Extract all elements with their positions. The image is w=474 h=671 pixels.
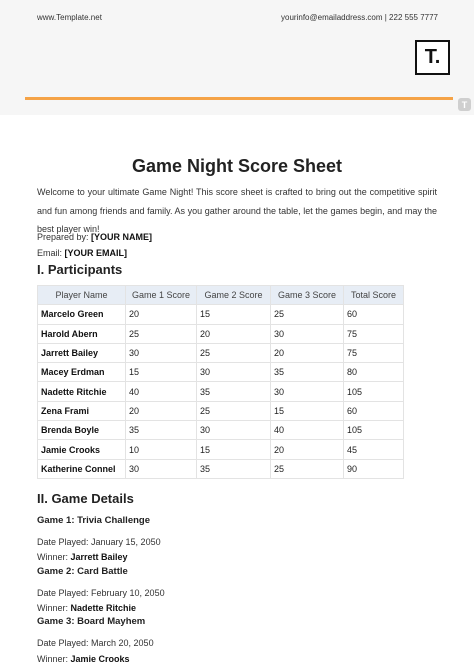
game-title: Game 1: Trivia Challenge [37, 515, 150, 526]
logo: T. [415, 40, 450, 75]
total-score-cell: 80 [344, 363, 404, 382]
game-details-heading: II. Game Details [37, 491, 134, 506]
game1-score-cell: 30 [126, 343, 197, 362]
player-name-cell: Marcelo Green [38, 305, 126, 324]
prepared-by-value: [YOUR NAME] [91, 232, 153, 242]
game1-score-cell: 10 [126, 440, 197, 459]
game1-score-cell: 30 [126, 459, 197, 478]
game2-score-cell: 20 [197, 324, 271, 343]
table-row [38, 363, 404, 382]
email-label: Email: [37, 248, 63, 258]
game3-score-cell: 35 [271, 363, 344, 382]
table-row [38, 343, 404, 362]
prepared-by-label: Prepared by: [37, 232, 89, 242]
table-row [38, 401, 404, 420]
game-title: Game 3: Board Mayhem [37, 616, 146, 627]
game-date: Date Played: March 20, 2050 [37, 638, 154, 648]
table-row [38, 421, 404, 440]
table-row [38, 382, 404, 401]
winner-name: Jarrett Bailey [70, 552, 128, 562]
game-winner [37, 654, 130, 664]
column-header: Total Score [344, 286, 404, 305]
game2-score-cell: 15 [197, 305, 271, 324]
player-name-cell: Jarrett Bailey [38, 343, 126, 362]
table-header-row [38, 286, 404, 305]
total-score-cell: 105 [344, 421, 404, 440]
game1-score-cell: 35 [126, 421, 197, 440]
game1-score-cell: 25 [126, 324, 197, 343]
page-header [0, 0, 474, 115]
participants-heading: I. Participants [37, 262, 123, 277]
game3-score-cell: 40 [271, 421, 344, 440]
winner-label: Winner: [37, 552, 69, 562]
game-date: Date Played: February 10, 2050 [37, 588, 165, 598]
game2-score-cell: 35 [197, 382, 271, 401]
player-name-cell: Harold Abern [38, 324, 126, 343]
game-winner [37, 603, 136, 613]
game2-score-cell: 25 [197, 401, 271, 420]
game-title: Game 2: Card Battle [37, 566, 128, 577]
game1-score-cell: 20 [126, 401, 197, 420]
player-name-cell: Nadette Ritchie [38, 382, 126, 401]
total-score-cell: 90 [344, 459, 404, 478]
game3-score-cell: 20 [271, 343, 344, 362]
website-text: www.Template.net [37, 13, 102, 22]
game-winner [37, 552, 128, 562]
total-score-cell: 45 [344, 440, 404, 459]
game2-score-cell: 30 [197, 421, 271, 440]
email-line [37, 248, 127, 258]
game1-score-cell: 20 [126, 305, 197, 324]
game2-score-cell: 25 [197, 343, 271, 362]
column-header: Game 2 Score [197, 286, 271, 305]
player-name-cell: Zena Frami [38, 401, 126, 420]
game1-score-cell: 40 [126, 382, 197, 401]
winner-label: Winner: [37, 654, 69, 664]
game3-score-cell: 25 [271, 305, 344, 324]
total-score-cell: 60 [344, 305, 404, 324]
table-row [38, 305, 404, 324]
game3-score-cell: 15 [271, 401, 344, 420]
game3-score-cell: 30 [271, 324, 344, 343]
total-score-cell: 75 [344, 324, 404, 343]
template-badge-icon: T [458, 98, 471, 111]
game1-score-cell: 15 [126, 363, 197, 382]
table-row [38, 440, 404, 459]
accent-divider [25, 97, 453, 100]
column-header: Game 3 Score [271, 286, 344, 305]
game2-score-cell: 15 [197, 440, 271, 459]
game2-score-cell: 35 [197, 459, 271, 478]
game2-score-cell: 30 [197, 363, 271, 382]
prepared-by [37, 232, 152, 242]
winner-label: Winner: [37, 603, 69, 613]
total-score-cell: 105 [344, 382, 404, 401]
player-name-cell: Katherine Connel [38, 459, 126, 478]
intro-paragraph: Welcome to your ultimate Game Night! This score sheet is crafted to bring out the competitive spirit and fun among friends and family. As you gather around the table, let the games begin, and may the best player win! [37, 187, 437, 234]
game3-score-cell: 25 [271, 459, 344, 478]
player-name-cell: Macey Erdman [38, 363, 126, 382]
game3-score-cell: 20 [271, 440, 344, 459]
winner-name: Nadette Ritchie [70, 603, 137, 613]
winner-name: Jamie Crooks [70, 654, 130, 664]
total-score-cell: 60 [344, 401, 404, 420]
player-name-cell: Brenda Boyle [38, 421, 126, 440]
game3-score-cell: 30 [271, 382, 344, 401]
participants-table [37, 285, 404, 479]
page-title: Game Night Score Sheet [131, 156, 343, 176]
table-row [38, 459, 404, 478]
column-header: Player Name [38, 286, 126, 305]
table-row [38, 324, 404, 343]
contact-text: yourinfo@emailaddress.com | 222 555 7777 [281, 13, 438, 22]
player-name-cell: Jamie Crooks [38, 440, 126, 459]
game-date: Date Played: January 15, 2050 [37, 537, 161, 547]
total-score-cell: 75 [344, 343, 404, 362]
email-value: [YOUR EMAIL] [64, 248, 128, 258]
column-header: Game 1 Score [126, 286, 197, 305]
